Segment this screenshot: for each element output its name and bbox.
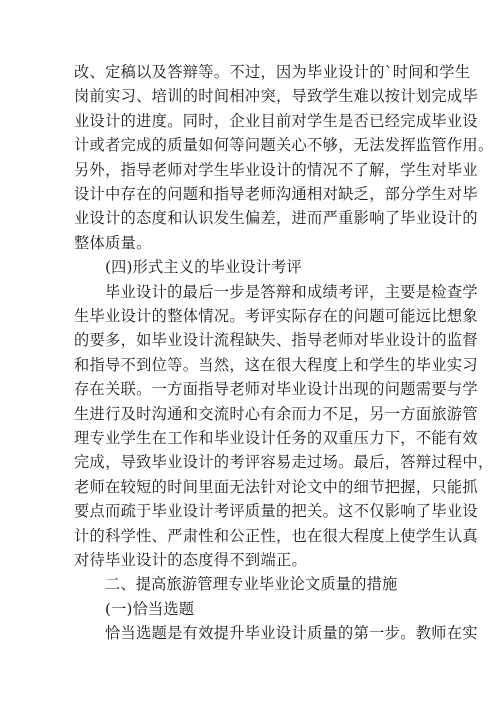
- section-heading: (四)形式主义的毕业设计考评: [105, 258, 302, 277]
- paragraph-line: 理专业学生在工作和毕业设计任务的双重压力下，不能有效: [74, 429, 478, 447]
- paragraph-line: 设计中存在的问题和指导老师沟通相对缺乏，部分学生对毕: [74, 185, 478, 203]
- paragraph-line: 计或者完成的质量如何等问题关心不够，无法发挥监管作用。: [74, 136, 494, 155]
- paragraph-line: 和指导不到位等。当然，这在很大程度上和学生的毕业实习: [74, 355, 478, 374]
- paragraph-line: 另外，指导老师对学生毕业设计的情况不了解，学生对毕业: [74, 160, 478, 179]
- paragraph-line: 老师在较短的时间里面无法针对论文中的细节把握，只能抓: [74, 477, 478, 496]
- section-heading: 二、提高旅游管理专业毕业论文质量的措施: [105, 575, 398, 594]
- subsection-heading: (一)恰当选题: [105, 599, 195, 618]
- paragraph-line: 岗前实习、培训的时间相冲突，导致学生难以按计划完成毕: [74, 87, 478, 106]
- paragraph-line: 改、定稿以及答辩等。不过，因为毕业设计的`时间和学生: [74, 63, 471, 81]
- paragraph-line: 的要多，如毕业设计流程缺失、指导老师对毕业设计的监督: [74, 331, 478, 350]
- paragraph-line: 业设计的态度和认识发生偏差，进而严重影响了毕业设计的: [74, 209, 478, 228]
- paragraph-line: 生毕业设计的整体情况。考评实际存在的问题可能远比想象: [74, 307, 478, 325]
- paragraph-line: 存在关联。一方面指导老师对毕业设计出现的问题需要与学: [74, 380, 478, 399]
- paragraph-line: 整体质量。: [74, 233, 152, 252]
- paragraph-line: 要点而疏于毕业设计考评质量的把关。这不仅影响了毕业设: [74, 502, 478, 521]
- paragraph-line: 生进行及时沟通和交流时心有余而力不足，另一方面旅游管: [74, 404, 478, 423]
- paragraph-line: 计的科学性、严肃性和公正性，也在很大程度上使学生认真: [74, 526, 478, 545]
- paragraph-line: 完成，导致毕业设计的考评容易走过场。最后，答辩过程中，: [74, 453, 494, 472]
- paragraph-line: 业设计的进度。同时，企业目前对学生是否已经完成毕业设: [74, 111, 478, 130]
- paragraph-line: 对待毕业设计的态度得不到端正。: [74, 551, 308, 569]
- paragraph-line: 恰当选题是有效提升毕业设计质量的第一步。教师在实: [105, 624, 478, 643]
- paragraph-line: 毕业设计的最后一步是答辩和成绩考评，主要是检查学: [105, 282, 478, 301]
